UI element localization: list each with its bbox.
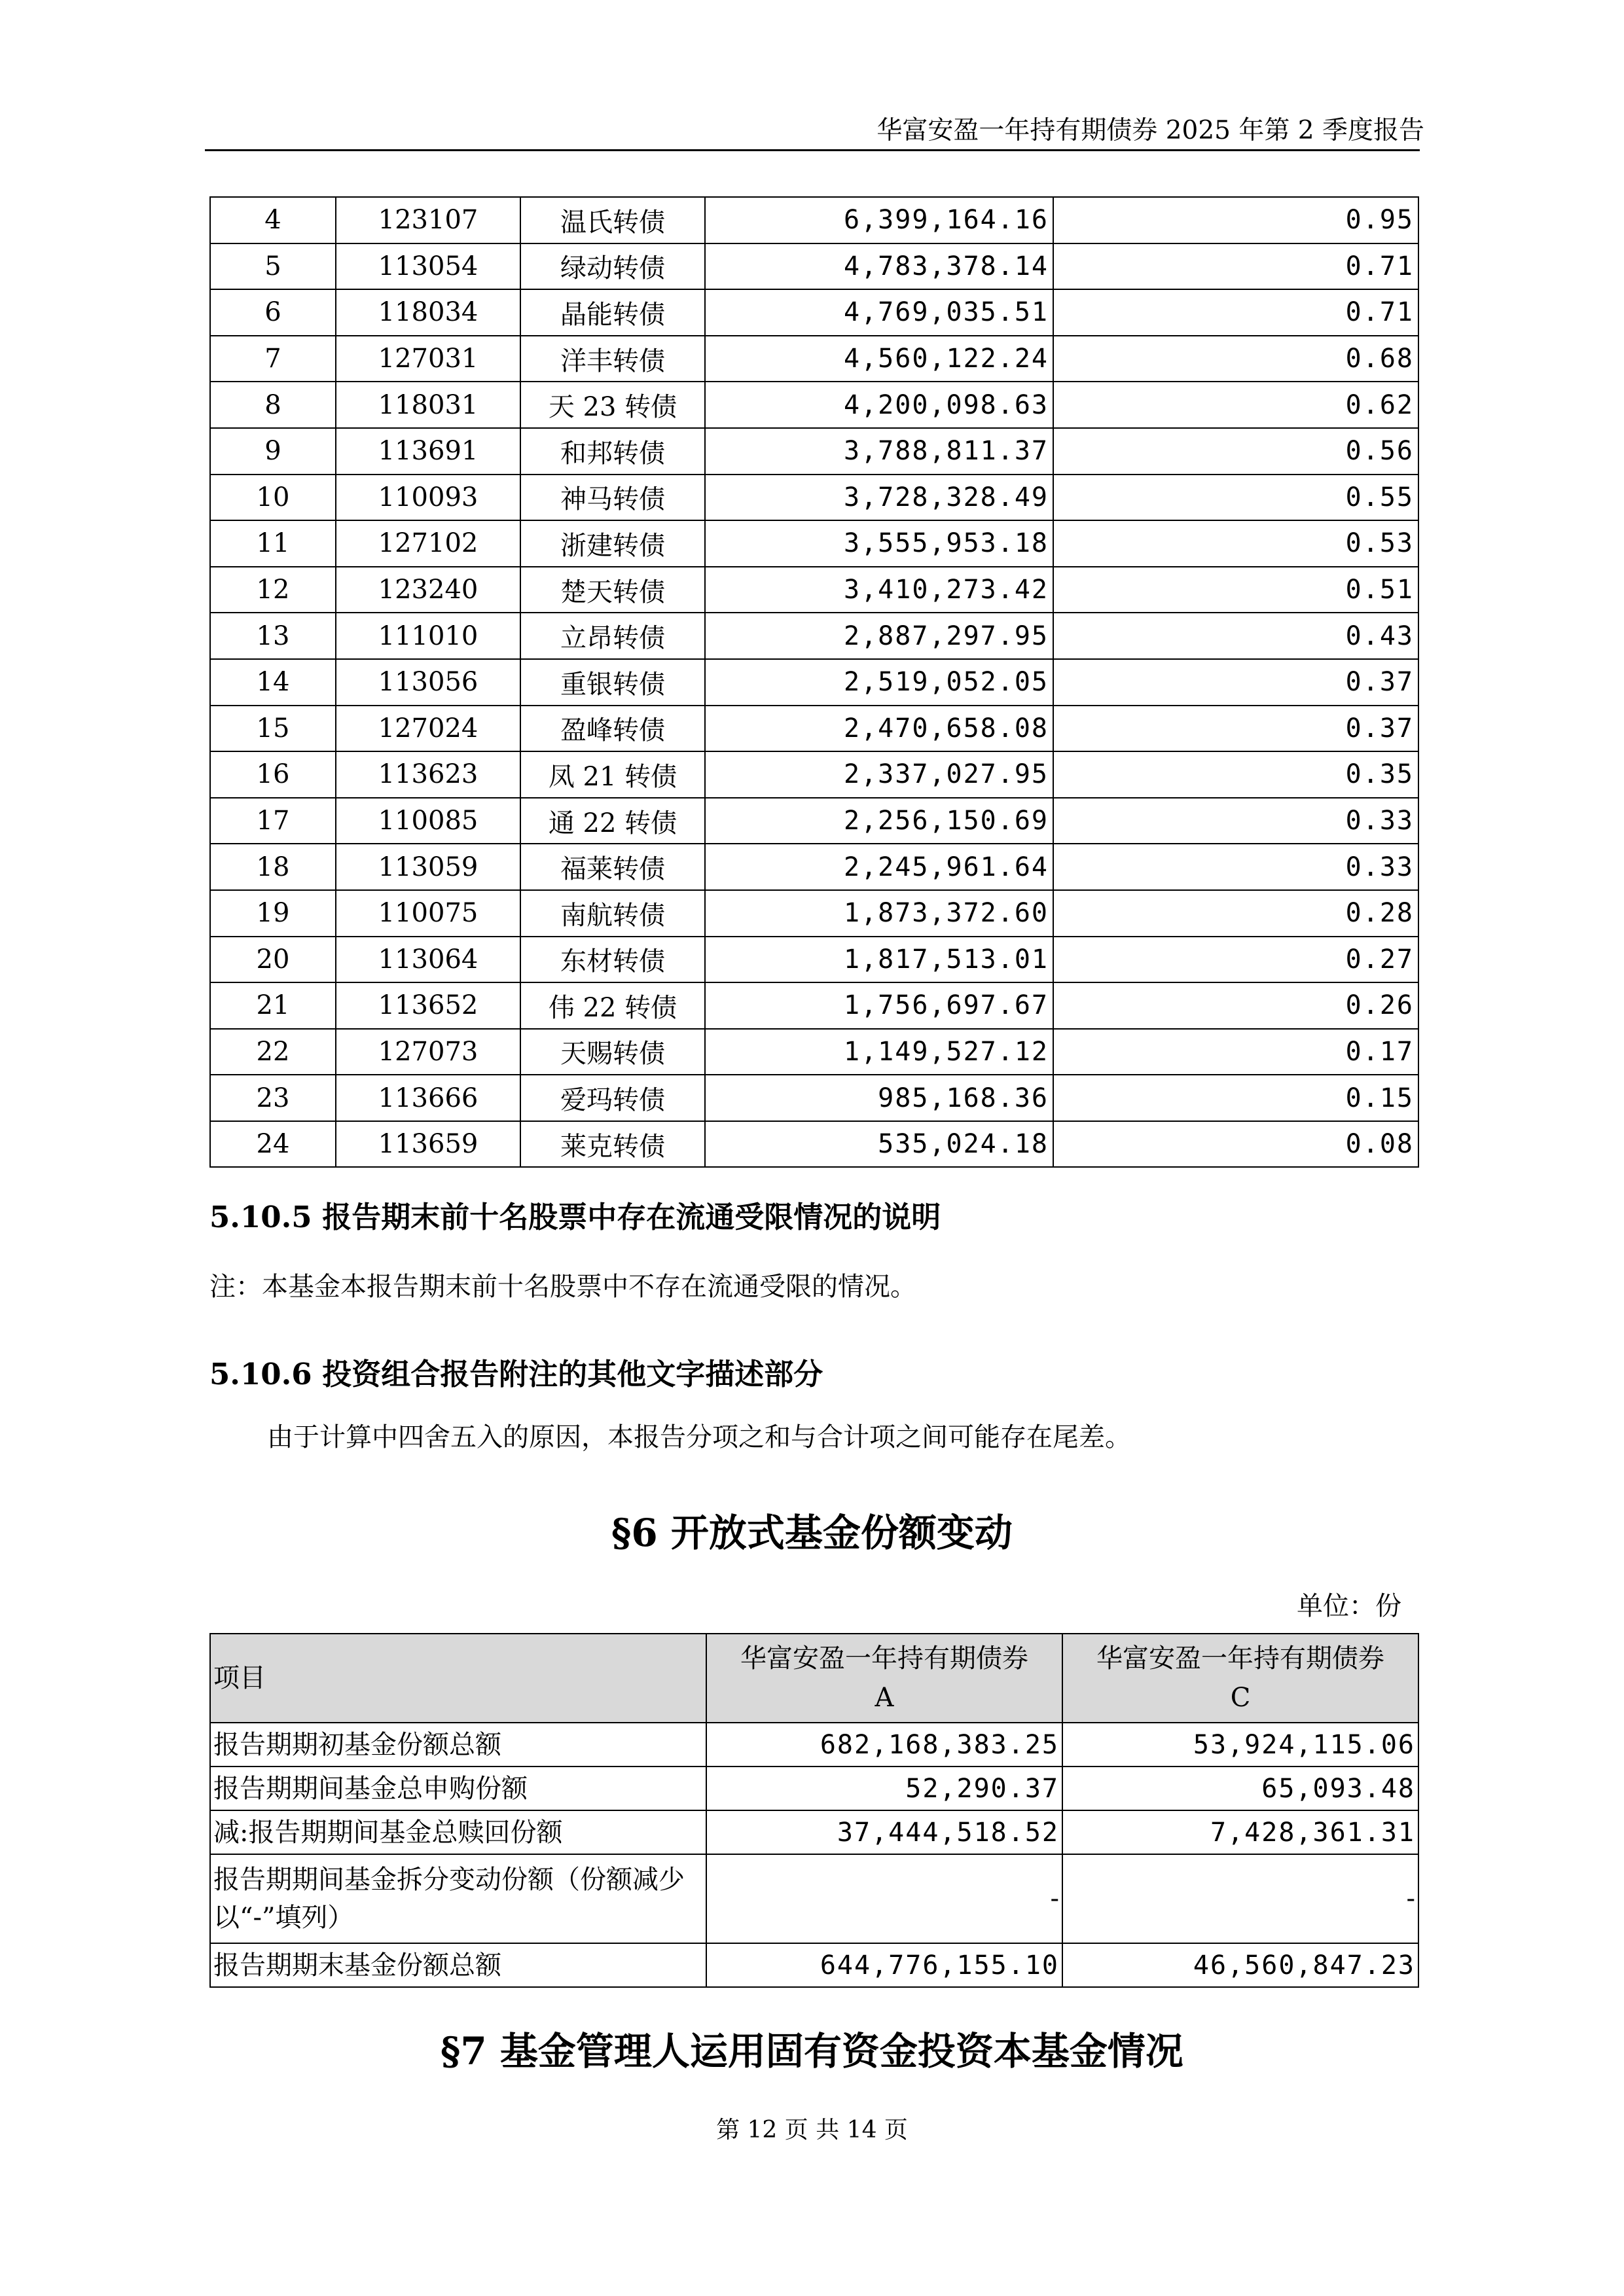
fair-value: 6,399,164.16 (705, 197, 1053, 243)
table-row (210, 706, 1418, 752)
bond-name: 绿动转债 (520, 243, 705, 290)
fair-value: 2,519,052.05 (705, 659, 1053, 706)
net-asset-ratio: 0.15 (1053, 1075, 1418, 1121)
net-asset-ratio: 0.68 (1053, 336, 1418, 382)
fair-value: 1,756,697.67 (705, 982, 1053, 1029)
row-number: 15 (210, 706, 336, 752)
section-6-title: §6 开放式基金份额变动 (611, 1511, 1013, 1555)
fair-value: 4,560,122.24 (705, 336, 1053, 382)
bond-code: 113652 (336, 982, 520, 1029)
row-number: 10 (210, 475, 336, 521)
bond-code: 110075 (336, 890, 520, 937)
table-row (210, 243, 1418, 290)
header-class-c-name: 华富安盈一年持有期债券 (1096, 1643, 1384, 1674)
fair-value: 3,555,953.18 (705, 520, 1053, 567)
row-number: 20 (210, 937, 336, 983)
net-asset-ratio: 0.56 (1053, 428, 1418, 475)
bond-code: 113623 (336, 751, 520, 798)
bond-name: 凤 21 转债 (520, 751, 705, 798)
section-7-title: §7 基金管理人运用固有资金投资本基金情况 (441, 2029, 1183, 2073)
row-number: 8 (210, 382, 336, 428)
net-asset-ratio: 0.37 (1053, 706, 1418, 752)
net-asset-ratio: 0.08 (1053, 1121, 1418, 1168)
net-asset-ratio: 0.17 (1053, 1029, 1418, 1075)
net-asset-ratio: 0.71 (1053, 243, 1418, 290)
fair-value: 1,149,527.12 (705, 1029, 1053, 1075)
fund-share-change-table (209, 1633, 1419, 1988)
row-label: 报告期期末基金份额总额 (210, 1943, 706, 1987)
row-number: 22 (210, 1029, 336, 1075)
bond-code: 123240 (336, 567, 520, 613)
bond-code: 123107 (336, 197, 520, 243)
bond-name: 重银转债 (520, 659, 705, 706)
net-asset-ratio: 0.26 (1053, 982, 1418, 1029)
bond-name: 南航转债 (520, 890, 705, 937)
net-asset-ratio: 0.27 (1053, 937, 1418, 983)
table-row (210, 336, 1418, 382)
value-c: 65,093.48 (1062, 1767, 1418, 1810)
net-asset-ratio: 0.62 (1053, 382, 1418, 428)
row-number: 24 (210, 1121, 336, 1168)
value-a: 644,776,155.10 (706, 1943, 1062, 1987)
header-class-c (1062, 1634, 1418, 1723)
fair-value: 2,887,297.95 (705, 613, 1053, 659)
table-row (210, 982, 1418, 1029)
row-number: 17 (210, 798, 336, 844)
bond-name: 伟 22 转债 (520, 982, 705, 1029)
fair-value: 2,470,658.08 (705, 706, 1053, 752)
bond-code: 111010 (336, 613, 520, 659)
fair-value: 2,337,027.95 (705, 751, 1053, 798)
table-row (210, 428, 1418, 475)
bond-name: 通 22 转债 (520, 798, 705, 844)
bond-code: 127073 (336, 1029, 520, 1075)
fair-value: 3,728,328.49 (705, 475, 1053, 521)
header-class-a-name: 华富安盈一年持有期债券 (740, 1643, 1028, 1674)
header-class-a (706, 1634, 1062, 1723)
table-row (210, 382, 1418, 428)
table-row (210, 567, 1418, 613)
section-5-10-6-heading: 5.10.6 投资组合报告附注的其他文字描述部分 (209, 1357, 823, 1391)
bond-name: 天赐转债 (520, 1029, 705, 1075)
table-row (210, 659, 1418, 706)
section-5-10-5-note: 注：本基金本报告期末前十名股票中不存在流通受限的情况。 (209, 1272, 916, 1302)
bond-code: 110085 (336, 798, 520, 844)
table-row (210, 1029, 1418, 1075)
table-row (210, 520, 1418, 567)
unit-label: 单位：份 (1297, 1591, 1401, 1621)
row-number: 16 (210, 751, 336, 798)
bond-code: 113054 (336, 243, 520, 290)
bond-code: 118031 (336, 382, 520, 428)
row-number: 19 (210, 890, 336, 937)
header-class-c-suffix: C (1230, 1683, 1251, 1713)
bond-name: 莱克转债 (520, 1121, 705, 1168)
bond-code: 127024 (336, 706, 520, 752)
bond-name: 温氏转债 (520, 197, 705, 243)
header-divider (205, 149, 1420, 151)
bond-code: 127031 (336, 336, 520, 382)
fair-value: 4,769,035.51 (705, 289, 1053, 336)
net-asset-ratio: 0.51 (1053, 567, 1418, 613)
value-c: - (1062, 1854, 1418, 1943)
bond-name: 东材转债 (520, 937, 705, 983)
value-a: 37,444,518.52 (706, 1810, 1062, 1854)
table-row (210, 1723, 1418, 1767)
bond-code: 127102 (336, 520, 520, 567)
fair-value: 4,783,378.14 (705, 243, 1053, 290)
table-row (210, 613, 1418, 659)
bond-code: 118034 (336, 289, 520, 336)
row-label: 报告期期间基金拆分变动份额（份额减少以“-”填列） (210, 1854, 706, 1943)
bond-code: 113691 (336, 428, 520, 475)
table-row (210, 1767, 1418, 1810)
row-label: 报告期期间基金总申购份额 (210, 1767, 706, 1810)
net-asset-ratio: 0.33 (1053, 798, 1418, 844)
value-a: - (706, 1854, 1062, 1943)
row-number: 18 (210, 844, 336, 890)
bond-holdings-table (209, 196, 1419, 1168)
bond-code: 113659 (336, 1121, 520, 1168)
table-row (210, 1121, 1418, 1168)
bond-code: 113059 (336, 844, 520, 890)
fair-value: 985,168.36 (705, 1075, 1053, 1121)
row-number: 7 (210, 336, 336, 382)
net-asset-ratio: 0.43 (1053, 613, 1418, 659)
row-number: 11 (210, 520, 336, 567)
fair-value: 2,256,150.69 (705, 798, 1053, 844)
row-number: 4 (210, 197, 336, 243)
value-c: 46,560,847.23 (1062, 1943, 1418, 1987)
bond-name: 浙建转债 (520, 520, 705, 567)
fair-value: 2,245,961.64 (705, 844, 1053, 890)
page-footer: 第 12 页 共 14 页 (716, 2117, 908, 2144)
table-row (210, 1854, 1418, 1943)
table-row (210, 890, 1418, 937)
net-asset-ratio: 0.95 (1053, 197, 1418, 243)
row-number: 13 (210, 613, 336, 659)
fair-value: 1,817,513.01 (705, 937, 1053, 983)
fair-value: 3,788,811.37 (705, 428, 1053, 475)
bond-name: 神马转债 (520, 475, 705, 521)
net-asset-ratio: 0.55 (1053, 475, 1418, 521)
fair-value: 4,200,098.63 (705, 382, 1053, 428)
fair-value: 3,410,273.42 (705, 567, 1053, 613)
bond-code: 113666 (336, 1075, 520, 1121)
fair-value: 535,024.18 (705, 1121, 1053, 1168)
value-a: 52,290.37 (706, 1767, 1062, 1810)
bond-code: 113064 (336, 937, 520, 983)
report-header-title: 华富安盈一年持有期债券 2025 年第 2 季度报告 (876, 116, 1424, 145)
header-item: 项目 (210, 1634, 706, 1723)
bond-name: 福莱转债 (520, 844, 705, 890)
bond-name: 楚天转债 (520, 567, 705, 613)
table-row (210, 475, 1418, 521)
row-number: 9 (210, 428, 336, 475)
bond-name: 天 23 转债 (520, 382, 705, 428)
row-number: 14 (210, 659, 336, 706)
net-asset-ratio: 0.28 (1053, 890, 1418, 937)
table-row (210, 844, 1418, 890)
row-number: 5 (210, 243, 336, 290)
bond-code: 113056 (336, 659, 520, 706)
fair-value: 1,873,372.60 (705, 890, 1053, 937)
row-label: 减:报告期期间基金总赎回份额 (210, 1810, 706, 1854)
row-number: 6 (210, 289, 336, 336)
net-asset-ratio: 0.33 (1053, 844, 1418, 890)
table-row (210, 289, 1418, 336)
bond-name: 盈峰转债 (520, 706, 705, 752)
table-row (210, 197, 1418, 243)
net-asset-ratio: 0.53 (1053, 520, 1418, 567)
net-asset-ratio: 0.37 (1053, 659, 1418, 706)
table-row (210, 751, 1418, 798)
table-row (210, 937, 1418, 983)
bond-name: 爱玛转债 (520, 1075, 705, 1121)
row-number: 21 (210, 982, 336, 1029)
value-c: 7,428,361.31 (1062, 1810, 1418, 1854)
header-class-a-suffix: A (875, 1683, 894, 1713)
net-asset-ratio: 0.35 (1053, 751, 1418, 798)
table-row (210, 1810, 1418, 1854)
bond-name: 晶能转债 (520, 289, 705, 336)
value-c: 53,924,115.06 (1062, 1723, 1418, 1767)
bond-code: 110093 (336, 475, 520, 521)
row-number: 12 (210, 567, 336, 613)
net-asset-ratio: 0.71 (1053, 289, 1418, 336)
row-label: 报告期期初基金份额总额 (210, 1723, 706, 1767)
value-a: 682,168,383.25 (706, 1723, 1062, 1767)
section-5-10-5-heading: 5.10.5 报告期末前十名股票中存在流通受限情况的说明 (209, 1200, 941, 1234)
row-number: 23 (210, 1075, 336, 1121)
bond-name: 和邦转债 (520, 428, 705, 475)
table-row (210, 1075, 1418, 1121)
section-5-10-6-text: 由于计算中四舍五入的原因，本报告分项之和与合计项之间可能存在尾差。 (267, 1422, 1131, 1452)
table-row (210, 1943, 1418, 1987)
bond-name: 洋丰转债 (520, 336, 705, 382)
table-row (210, 798, 1418, 844)
bond-name: 立昂转债 (520, 613, 705, 659)
